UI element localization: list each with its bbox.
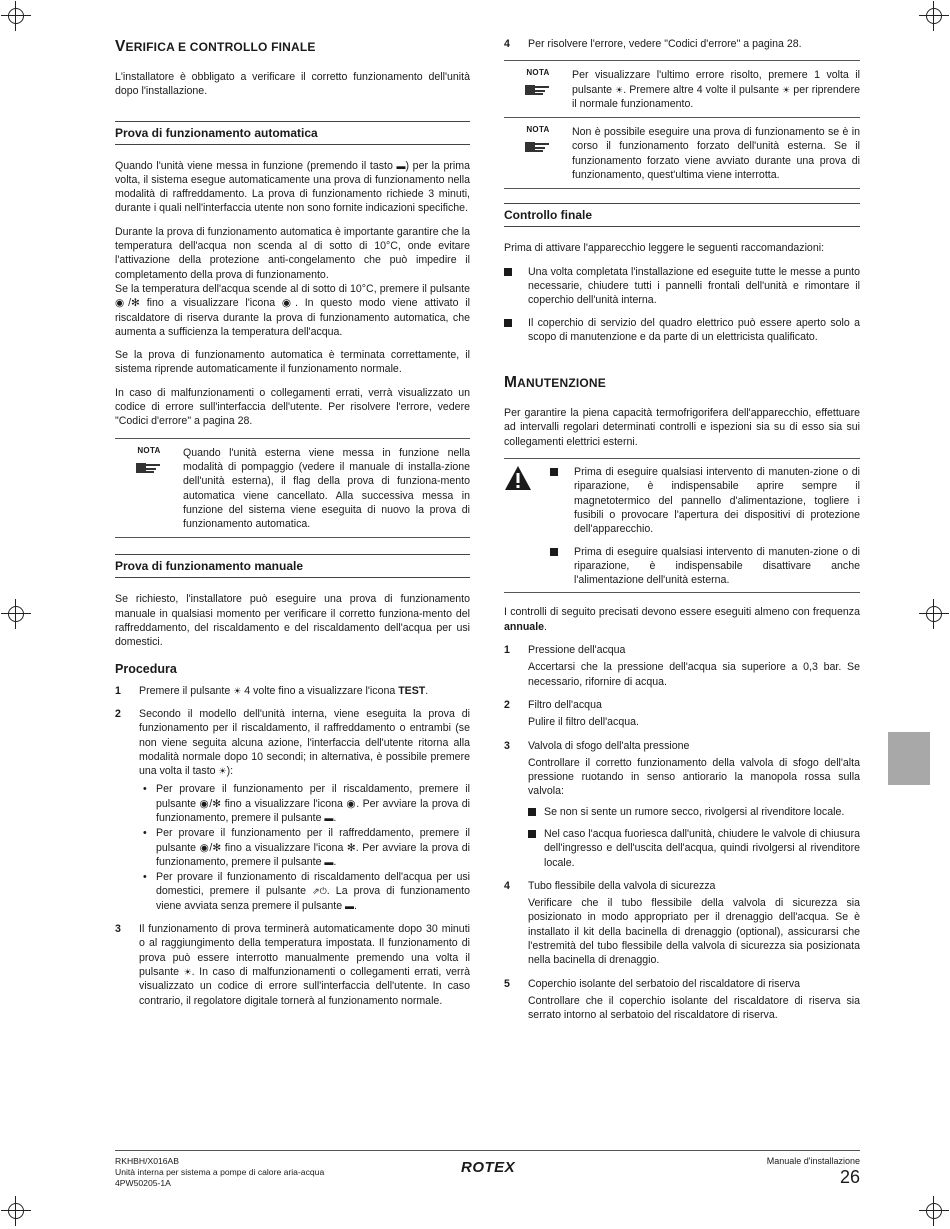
note-text: Per visualizzare l'ultimo errore risolto, premere 1 volta il pulsante ☀. Premere altre 4 volte il pulsante ☀ per riprendere il normale funzionamento. (572, 69, 860, 110)
auto-paragraph-4: Se la prova di funzionamento automatica è terminata correttamente, il sistema riprende automaticamente il funzionamento normale. (115, 349, 470, 376)
list-item: 5 Coperchio isolante del serbatoio del riscaldatore di riserva Controllare che il coperchio isolante del riscaldatore di riserva sia serrato intorno al serbatoio del riscaldatore di riserva. (504, 977, 860, 1022)
manual-name: Manuale d'installazione (766, 1156, 860, 1166)
heat-icon: ◉ (115, 297, 129, 310)
note-text: Quando l'unità esterna viene messa in funzione nella modalità di pompaggio (vedere il manuale di installa-zione dell'unità esterna), il flag della prova di funziona-mento automatica viene cancellato. Alla successiva messa in funzione del sistema viene eseguita di nuovo la prova di funzionamento automatica. (183, 446, 470, 531)
final-list (504, 265, 860, 344)
warning-box (504, 458, 860, 593)
note-box (504, 117, 860, 189)
maintenance-title: MANUTENZIONE (504, 374, 606, 392)
auto-test-heading: Prova di funzionamento automatica (115, 121, 470, 145)
warning-icon (504, 465, 532, 491)
list-item: Se non si sente un rumore secco, rivolgersi al rivenditore locale. (528, 805, 860, 819)
final-intro: Prima di attivare l'apparecchio leggere le seguenti raccomandazioni: (504, 242, 825, 255)
rotex-logo: ROTEX (461, 1159, 516, 1176)
list-item: 1 Premere il pulsante ☀ 4 volte fino a visualizzare l'icona TEST. (115, 684, 429, 697)
test-button-icon: ☀ (782, 84, 791, 95)
valve-list (528, 805, 860, 870)
intro-paragraph: L'installatore è obbligato a verificare il corretto funzionamento dell'unità dopo l'installazione. (115, 71, 470, 98)
right-column (504, 34, 860, 1032)
bullet-list (139, 782, 470, 913)
note-text: Non è possibile eseguire una prova di funzionamento se è in corso il funzionamento forzato dell'unità esterna. Se il funzionamento forzato viene avviato durante una prova di funzionamento, quest'ultima viene interrotta. (572, 126, 860, 182)
test-button-icon: ☀ (615, 84, 624, 95)
onoff-button-icon: ▬ (345, 900, 355, 911)
section-tab (888, 732, 930, 785)
list-item: Prima di eseguire qualsiasi intervento di manuten-zione o di riparazione, è indispensabile aprire sempre il magnetotermico del pannello d'alimentazione, togliere i fusibili o provocare l'apertura dei dispositivi di protezione dell'apparecchio. (550, 465, 860, 536)
heat-icon: ◉ (281, 297, 295, 310)
warning-list (550, 465, 860, 587)
list-item: 4 Per risolvere l'errore, vedere "Codici d'errore" a pagina 28. (504, 38, 802, 50)
auto-paragraph-3: Se la temperatura dell'acqua scende al di sotto di 10°C, premere il pulsante ◉/✻ fino a visualizzare l'icona ◉. In questo modo viene attivato il riscaldatore di riserva durante la prova di funzionamento automatica, che aumenta a sufficienza la temperatura dell'acqua. (115, 282, 471, 338)
page-number: 26 (839, 1167, 860, 1187)
procedure-list (115, 684, 470, 1008)
registration-mark-icon (923, 5, 945, 27)
pointing-hand-icon (523, 81, 553, 97)
model-code: RKHBH/X016AB (115, 1156, 180, 1166)
auto-paragraph-1: Quando l'unità viene messa in funzione (premendo il tasto ▬) per la prima volta, il sistema esegue automaticamente una prova di funzionamento nella modalità di raffreddamento. La prova di funzionamento richiede 3 minuti, durante i quali nell'interfaccia utente non sono fornite indicazioni specifiche. (115, 159, 470, 215)
onoff-button-icon: ▬ (324, 856, 334, 867)
pointing-hand-icon (523, 138, 553, 154)
page-footer (115, 1150, 860, 1188)
list-item: 3 Il funzionamento di prova terminerà automaticamente dopo 30 minuti o al raggiungimento della temperatura impostata. Il funzionamento di prova può essere interrotto manualmente premendo una volta il pulsante ☀. In caso di malfunzionamenti o collegamenti errati, verrà visualizzato un codice di errore sull'interfaccia dell'utente. In caso contrario, il regolatore digitale tornerà al funzionamento normale. (115, 923, 470, 1007)
registration-mark-icon (923, 603, 945, 625)
checks-intro: I controlli di seguito precisati devono essere eseguiti almeno con frequenza annuale. (504, 606, 860, 633)
registration-mark-icon (5, 5, 27, 27)
final-check-heading: Controllo finale (504, 203, 860, 227)
auto-paragraph-5: In caso di malfunzionamenti o collegamenti errati, verrà visualizzato un codice di errore sull'interfaccia dell'utente. Per risolvere l'errore, vedere "Codici d'errore" a pagina 28. (115, 386, 470, 428)
list-item: 2 Secondo il modello dell'unità interna, viene eseguita la prova di funzionamento per il riscaldamento, il raffreddamento o entrambi (se non viene seguita alcuna azione, l'interfaccia dell'utente ritorna alla modalità normale dopo 10 secondi; in alternativa, è possibile premere una volta il tasto ☀): • Per provare il funzionamento per il riscaldamento, premere il pulsante ◉/✻ fino a visualizzare l'icona ◉. Per avviare la prova di funzionamento, premere il pulsante ▬. • Per provare il funzionamento per il raffreddamento, premere il pulsante ◉/✻ fino a visualizzare l'icona ✻. Per avviare la prova di funzionamento, premere il pulsante ▬. • Per provare il funzionamento di riscaldamento dell'acqua per usi domestici, premere il pulsante ⇗⏻. La prova di funzionamento viene avviata senza premere il pulsante ▬. (115, 707, 471, 912)
left-column (115, 34, 470, 1017)
note-label: NOTA (526, 125, 550, 135)
note-box (115, 438, 470, 539)
list-item: • Per provare il funzionamento per il raffreddamento, premere il pulsante ◉/✻ fino a visualizzare l'icona ✻. Per avviare la prova di funzionamento, premere il pulsante ▬. (143, 827, 470, 868)
dhw-button-icon: ⇗⏻ (312, 886, 327, 897)
list-item: Nel caso l'acqua fuoriesca dall'unità, chiudere le valvole di chiusura dell'ingresso e dell'uscita dell'acqua, quindi rivolgersi al rivenditore locale. (528, 827, 860, 870)
manual-paragraph: Se richiesto, l'installatore può eseguire una prova di funzionamento manuale in qualsiasi momento per verificare il corretto funziona-mento del raffreddamento, del riscaldamento e del riscaldamento dell'acqua per usi domestici. (115, 593, 470, 649)
list-item: • Per provare il funzionamento per il riscaldamento, premere il pulsante ◉/✻ fino a visualizzare l'icona ◉. Per avviare la prova di funzionamento, premere il pulsante ▬. (143, 783, 471, 824)
list-item: 3 Valvola di sfogo dell'alta pressione Controllare il corretto funzionamento della valvola di sfogo dell'alta pressione ruotando in senso antiorario la manopola rossa sulla valvola: Se non si sente un rumore secco, rivolgersi al rivenditore locale. Nel caso l'acqua fuoriesca dall'unità, chiudere le valvole di chiusura dell'ingresso e dell'uscita dell'acqua, quindi rivolgersi al rivenditore locale. (504, 739, 860, 869)
pointing-hand-icon (134, 459, 164, 475)
procedure-list-continued (504, 37, 860, 51)
note-label: NOTA (526, 68, 550, 78)
procedure-heading: Procedura (115, 661, 177, 676)
test-button-icon: ☀ (233, 685, 242, 696)
list-item: 1 Pressione dell'acqua Accertarsi che la pressione dell'acqua sia superiore a 0,3 bar. Se necessario, rifornire di acqua. (504, 644, 860, 688)
maintenance-intro: Per garantire la piena capacità termofrigorifera dell'apparecchio, effettuare ad intervalli regolari determinati controlli e ispezioni sia su di esso sia sui collegamenti elettrici esterni. (504, 407, 860, 448)
onoff-button-icon: ▬ (396, 160, 406, 171)
auto-paragraph-2: Durante la prova di funzionamento automatica è importante garantire che la temperatura dell'acqua non scenda al di sotto di 10°C, onde evitare l'attivazione della protezione anti-congelamento che può impedire il completamento della prova di funzionamento. (115, 225, 470, 281)
list-item: Prima di eseguire qualsiasi intervento di manuten-zione o di riparazione, è indispensabile disattivare anche l'alimentazione dell'unità esterna. (550, 545, 860, 588)
manual-test-heading: Prova di funzionamento manuale (115, 554, 470, 578)
checks-list (504, 643, 860, 1023)
list-item: • Per provare il funzionamento di riscaldamento dell'acqua per usi domestici, premere il pulsante ⇗⏻. La prova di funzionamento viene avviata senza premere il pulsante ▬. (143, 871, 470, 912)
onoff-button-icon: ▬ (324, 812, 334, 823)
list-item: Una volta completata l'installazione ed eseguite tutte le messe a punto necessarie, chiudere tutti i pannelli frontali dell'unità e rimontare il coperchio dell'unità interna. (504, 265, 860, 308)
cool-icon: ✻ (131, 297, 140, 310)
registration-mark-icon (923, 1200, 945, 1222)
test-button-icon: ☀ (218, 766, 227, 777)
note-box (504, 60, 860, 118)
list-item: 2 Filtro dell'acqua Pulire il filtro dell'acqua. (504, 698, 639, 729)
test-button-icon: ☀ (183, 966, 192, 977)
list-item: Il coperchio di servizio del quadro elettrico può essere aperto solo a scopo di manutenzione e da parte di un elettricista qualificato. (504, 316, 860, 345)
page-title: VERIFICA E CONTROLLO FINALE (115, 38, 316, 55)
document-code: 4PW50205-1A (115, 1178, 171, 1188)
registration-mark-icon (5, 603, 27, 625)
unit-description: Unità interna per sistema a pompe di calore aria-acqua (115, 1167, 325, 1177)
registration-mark-icon (5, 1200, 27, 1222)
list-item: 4 Tubo flessibile della valvola di sicurezza Verificare che il tubo flessibile della valvola di sicurezza sia posizionato in modo appropriato per il drenaggio dell'acqua. Se è installato il kit della bacinella di drenaggio (optional), assicurarsi che l'estremità del tubo flessibile della valvola di sicurezza sia posizionata nella bacinella di drenaggio. (504, 879, 860, 967)
note-label: NOTA (137, 445, 161, 455)
